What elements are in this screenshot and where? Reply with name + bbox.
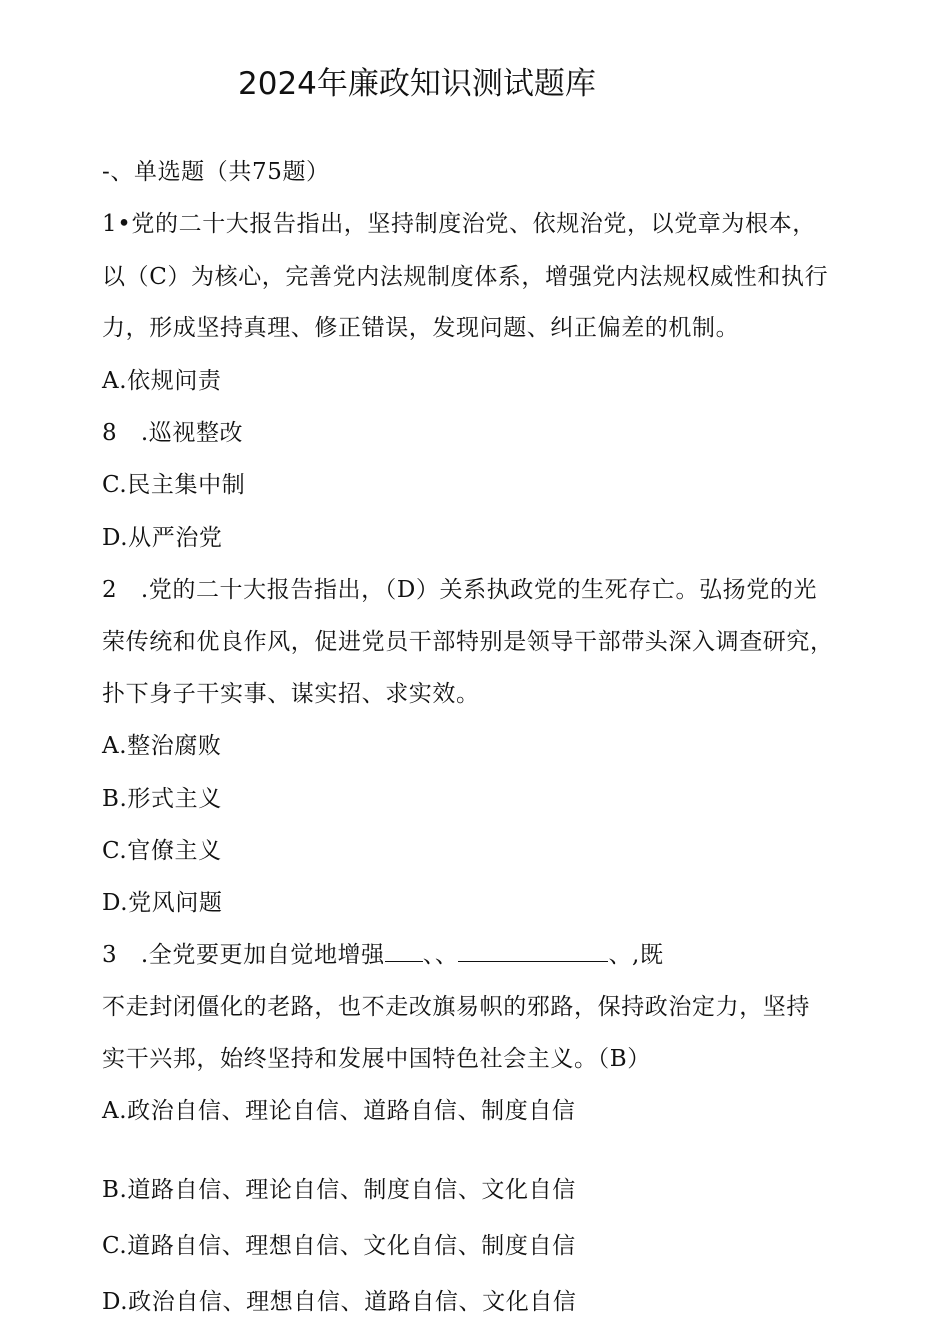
question-2-option-a: A.整治腐败 — [102, 733, 222, 759]
question-3-line-2: 不走封闭僵化的老路，也不走改旗易帜的邪路，保持政治定力，坚持 — [102, 994, 810, 1020]
question-1-option-b: 8 .巡视整改 — [102, 420, 244, 446]
question-1-line-1: 1•党的二十大报告指出，坚持制度治党、依规治党，以党章为根本， — [102, 211, 816, 237]
question-3-separator: 、、 — [422, 942, 459, 968]
question-3-option-c: C.道路自信、理想自信、文化自信、制度自信 — [102, 1233, 576, 1259]
question-2-option-d: D.党风问题 — [102, 890, 223, 916]
question-1-option-a: A.依规问责 — [102, 368, 222, 394]
question-3-option-a: A.政治自信、理论自信、道路自信、制度自信 — [102, 1098, 576, 1124]
fill-in-blank-1 — [385, 941, 423, 962]
question-2-line-1: 2 .党的二十大报告指出，（D）关系执政党的生死存亡。弘扬党的光 — [102, 577, 818, 603]
question-1-line-2: 以（C）为核心，完善党内法规制度体系，增强党内法规权威性和执行 — [102, 264, 829, 290]
question-3-option-b: B.道路自信、理论自信、制度自信、文化自信 — [102, 1177, 576, 1203]
question-1-option-d: D.从严治党 — [102, 525, 223, 551]
question-2-line-2: 荣传统和优良作风，促进党员干部特别是领导干部带头深入调查研究， — [102, 629, 834, 655]
question-3-option-d: D.政治自信、理想自信、道路自信、文化自信 — [102, 1289, 577, 1315]
question-2-line-3: 扑下身子干实事、谋实招、求实效。 — [102, 681, 480, 707]
question-2-option-b: B.形式主义 — [102, 786, 222, 812]
section-heading: -、单选题（共75题） — [102, 159, 330, 185]
question-1-line-3: 力，形成坚持真理、修正错误，发现问题、纠正偏差的机制。 — [102, 315, 740, 341]
question-1-option-c: C.民主集中制 — [102, 472, 246, 498]
question-2-option-c: C.官僚主义 — [102, 838, 222, 864]
fill-in-blank-2 — [458, 941, 608, 962]
question-3-stem-suffix: 、,既 — [608, 942, 664, 968]
question-3-stem-prefix: 3 .全党要更加自觉地增强 — [102, 942, 385, 968]
page-title: 2024年廉政知识测试题库 — [238, 66, 596, 102]
question-3-line-1 — [102, 940, 664, 970]
question-3-line-3: 实干兴邦，始终坚持和发展中国特色社会主义。（B） — [102, 1046, 651, 1072]
